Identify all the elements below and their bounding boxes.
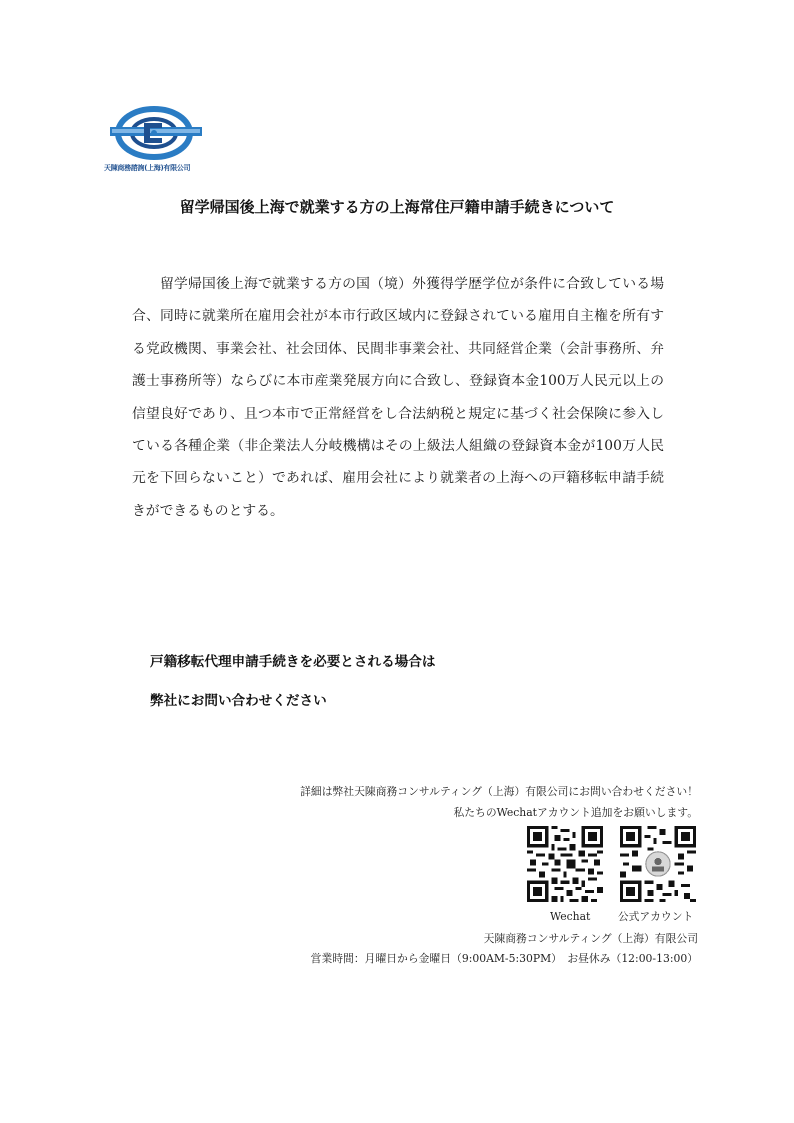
- document-title: 留学帰国後上海で就業する方の上海常住戸籍申請手続きについて: [179, 198, 615, 216]
- qr-labels: [550, 909, 693, 924]
- wechat-qr-code: [527, 826, 603, 902]
- logo-caption: 天陳商務諮詢(上海)有限公司: [104, 164, 191, 172]
- body-paragraph: 留学帰国後上海で就業する方の国（境）外獲得学歴学位が条件に合致している場合、同時に就業所在雇用会社が本市行政区域内に登録されている雇用自主権を所有する党政機関、事業会社、社会団体、民間非事業会社、共同経営企業（会計事務所、弁護士事務所等）ならびに本市産業発展方向に合致し、登録資本金100万人民元以上の信望良好であり、且つ本市で正常経営をし合法納税と規定に基づく社会保険に参入している各種企業（非企業法人分岐機構はその上級法人組織の登録資本金が100万人民元を下回らないこと）であれば、雇用会社により就業者の上海への戸籍移転申請手続きができるものとする。: [132, 276, 664, 519]
- notice-line-2: 弊社にお問い合わせください: [150, 693, 327, 709]
- business-hours: 営業時間：月曜日から金曜日（9:00AM-5:30PM） お昼休み（12:00-13:00）: [310, 952, 698, 965]
- qr-label-wechat: Wechat: [550, 910, 591, 923]
- qr-label-official-account: 公式アカウント: [617, 910, 694, 923]
- contact-line-1: 詳細は弊社天陳商務コンサルティング（上海）有限公司にお問い合わせください！: [300, 785, 698, 798]
- contact-line-2: 私たちのWechatアカウント追加をお願いします。: [453, 806, 698, 819]
- official-account-qr-code: [620, 826, 696, 902]
- notice-line-1: 戸籍移転代理申請手続きを必要とされる場合は: [150, 654, 436, 670]
- company-name: 天陳商務コンサルティング（上海）有限公司: [483, 932, 698, 945]
